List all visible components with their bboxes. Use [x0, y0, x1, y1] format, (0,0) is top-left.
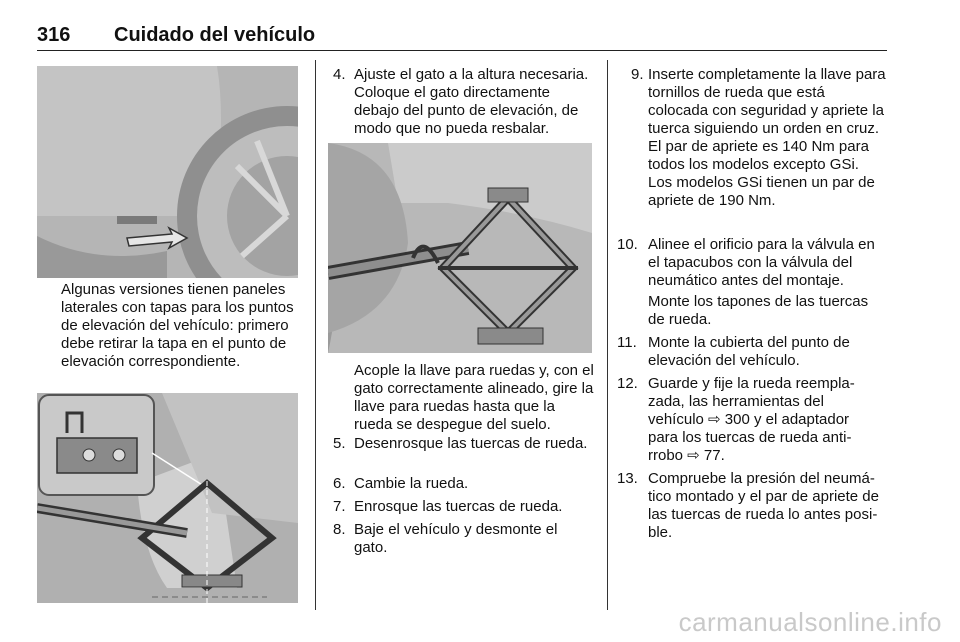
- step-text: Ajuste el gato a la altura necesaria. Coloque el gato directamente debajo del punto de elevación, de modo que no pueda resbalar.: [354, 66, 589, 137]
- step-4: [333, 66, 592, 138]
- step-10: [617, 236, 886, 290]
- illustration-jack-detail: [37, 393, 298, 603]
- step-number: 6.: [333, 475, 346, 492]
- illustration-side-panel: [37, 66, 298, 278]
- step-number: 10.: [617, 236, 638, 253]
- step-12: [617, 375, 886, 465]
- step-number: 9.: [631, 66, 644, 83]
- step-text: Alinee el orificio para la válvula en el tapacubos con la válvula del neumático antes del montaje.: [648, 236, 875, 289]
- step-text: Desenrosque las tuercas de rueda.: [354, 435, 588, 452]
- step-7: [333, 498, 592, 516]
- page-header: [37, 22, 887, 52]
- page-title: Cuidado del vehículo: [114, 24, 316, 46]
- step-5: [333, 435, 592, 471]
- step-number: 13.: [617, 470, 638, 487]
- side-panel-drawing: [37, 66, 298, 278]
- step-6: [333, 475, 592, 493]
- step-text: Guarde y fije la rueda reemplazada, las herramientas del vehículo ⇨ 300 y el adaptador para los tuercas de rueda antirrobo ⇨ 77.: [648, 375, 855, 464]
- step-number: 8.: [333, 521, 346, 538]
- step-10-extra-paragraph: Monte los tapones de las tuercas de rueda.: [648, 293, 869, 328]
- column-divider-1: [315, 60, 316, 610]
- step-8: [333, 521, 592, 557]
- step-text: Compruebe la presión del neumático montado y el par de apriete de las tuercas de rueda lo antes posible.: [648, 470, 879, 541]
- step-text: Baje el vehículo y desmonte el gato.: [354, 521, 558, 556]
- illustration-jack-under-car: [328, 143, 592, 353]
- step-11: [617, 334, 886, 370]
- step-number: 4.: [333, 66, 346, 83]
- jack-detail-drawing: [37, 393, 298, 603]
- step-number: 11.: [617, 334, 637, 351]
- step-text: Enrosque las tuercas de rueda.: [354, 498, 563, 515]
- step-number: 12.: [617, 375, 638, 392]
- step-text: Cambie la rueda.: [354, 475, 469, 492]
- step-13: [617, 470, 886, 542]
- step-number: 5.: [333, 435, 346, 452]
- attach-wrench-paragraph: Acople la llave para ruedas y, con el gato correctamente alineado, gire la llave para ruedas hasta que la rueda se despegue del suelo.: [354, 362, 594, 433]
- intro-paragraph: Algunas versiones tienen paneles laterales con tapas para los puntos de elevación del vehículo: primero debe retirar la tapa en el punto de elevación correspondiente.: [61, 281, 294, 370]
- header-rule: [37, 50, 887, 51]
- step-text: Inserte completamente la llave para tornillos de rueda que está colocada con seguridad y apriete la tuerca siguiendo un orden en cruz. El par de apriete es 140 Nm para todos los modelos excepto GSi. Los modelos GSi tienen un par de apriete de 190 Nm.: [648, 66, 886, 209]
- page-number: 316: [37, 24, 71, 46]
- watermark: carmanualsonline.info: [678, 607, 942, 637]
- step-text: Monte la cubierta del punto de elevación del vehículo.: [648, 334, 850, 369]
- step-9: [624, 66, 886, 246]
- jack-under-car-drawing: [328, 143, 592, 353]
- column-divider-2: [607, 60, 608, 610]
- step-number: 7.: [333, 498, 346, 515]
